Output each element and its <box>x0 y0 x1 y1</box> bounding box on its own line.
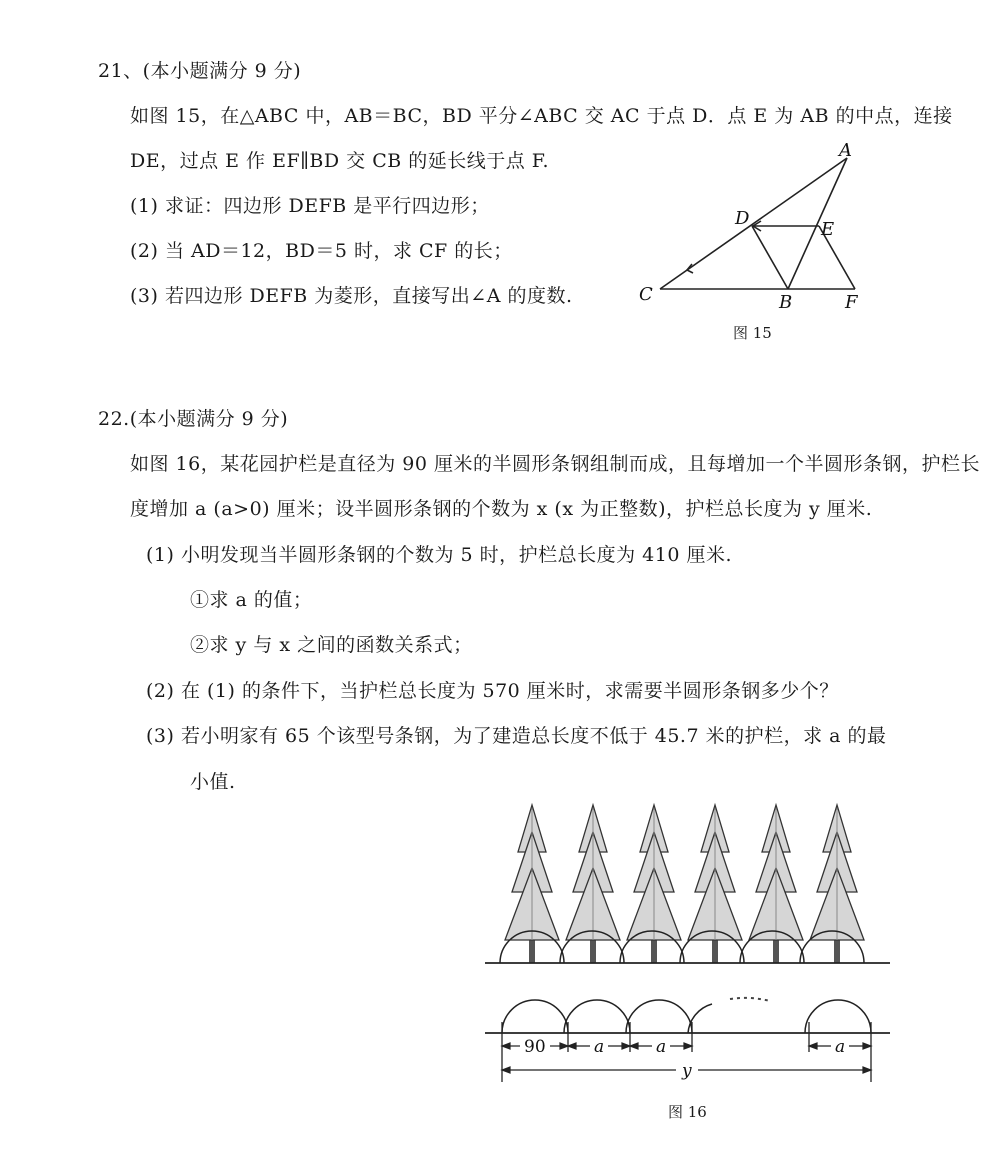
q22-stem-line2: 度增加 a (a>0) 厘米；设半圆形条钢的个数为 x (x 为正整数)，护栏总长度为 y 厘米. <box>130 498 873 520</box>
pine-tree-icon <box>566 805 620 963</box>
segment-AB <box>788 158 847 289</box>
pine-tree-icon <box>749 805 803 963</box>
label-B: B <box>779 292 793 310</box>
dim-label-90: 90 <box>524 1037 546 1057</box>
q21-part1: (1) 求证：四边形 DEFB 是平行四边形； <box>130 195 490 217</box>
figure-15-triangle <box>625 140 875 310</box>
q22-part2: (2) 在 (1) 的条件下，当护栏总长度为 570 厘米时，求需要半圆形条钢多少个？ <box>146 680 839 702</box>
fence-arcs-bottom <box>502 1000 871 1033</box>
q22-stem-line1: 如图 16，某花园护栏是直径为 90 厘米的半圆形条钢组制而成，且每增加一个半圆形条钢，护栏长 <box>130 453 980 475</box>
q22-part1-i: ①求 a 的值； <box>190 589 313 611</box>
arrowhead <box>502 1043 510 1049</box>
dim-label-y: y <box>682 1061 692 1081</box>
dim-label-a: a <box>656 1037 667 1057</box>
q22-part1: (1) 小明发现当半圆形条钢的个数为 5 时，护栏总长度为 410 厘米. <box>146 544 733 566</box>
arrowhead <box>863 1043 871 1049</box>
figure-16-fence <box>480 800 900 1090</box>
label-E: E <box>821 219 835 240</box>
fence-arc <box>502 1000 568 1033</box>
q21-part3: (3) 若四边形 DEFB 为菱形，直接写出∠A 的度数. <box>130 285 573 307</box>
dash-segment <box>730 998 770 1001</box>
figure-15-caption: 图 15 <box>733 324 772 342</box>
q22-part3-line1: (3) 若小明家有 65 个该型号条钢，为了建造总长度不低于 45.7 米的护栏，求 a 的最 <box>146 725 887 747</box>
q22-part3-line2: 小值. <box>190 771 236 793</box>
label-D: D <box>735 208 750 229</box>
ellipsis-dashes <box>730 998 770 1001</box>
arrowhead <box>630 1043 638 1049</box>
dim-label-a: a <box>835 1037 846 1057</box>
label-A: A <box>839 140 852 161</box>
q22-header: 22.(本小题满分 9 分) <box>98 408 289 430</box>
arrowhead <box>568 1043 576 1049</box>
arrowhead <box>809 1043 817 1049</box>
fence-arc <box>564 1000 630 1033</box>
q21-header: 21、(本小题满分 9 分) <box>98 60 302 82</box>
q22-part1-ii: ②求 y 与 x 之间的函数关系式； <box>190 634 473 656</box>
arrowhead <box>502 1067 510 1073</box>
pine-tree-icon <box>810 805 864 963</box>
label-C: C <box>639 284 653 305</box>
dimension-row-1 <box>502 1043 871 1049</box>
arrowhead <box>863 1067 871 1073</box>
fence-arc <box>626 1000 692 1033</box>
q21-stem-line1: 如图 15，在△ABC 中，AB＝BC，BD 平分∠ABC 交 AC 于点 D．点 E 为 AB 的中点，连接 <box>130 105 953 127</box>
figure-16-caption: 图 16 <box>668 1103 707 1121</box>
fence-arc <box>805 1000 871 1033</box>
q21-stem-line2: DE，过点 E 作 EF∥BD 交 CB 的延长线于点 F. <box>130 150 550 172</box>
pine-tree-icon <box>505 805 559 963</box>
arrowhead <box>684 1043 692 1049</box>
q21-part2: (2) 当 AD＝12，BD＝5 时，求 CF 的长； <box>130 240 513 262</box>
segment-DB <box>752 226 788 289</box>
dim-label-a: a <box>594 1037 605 1057</box>
label-F: F <box>845 292 858 310</box>
